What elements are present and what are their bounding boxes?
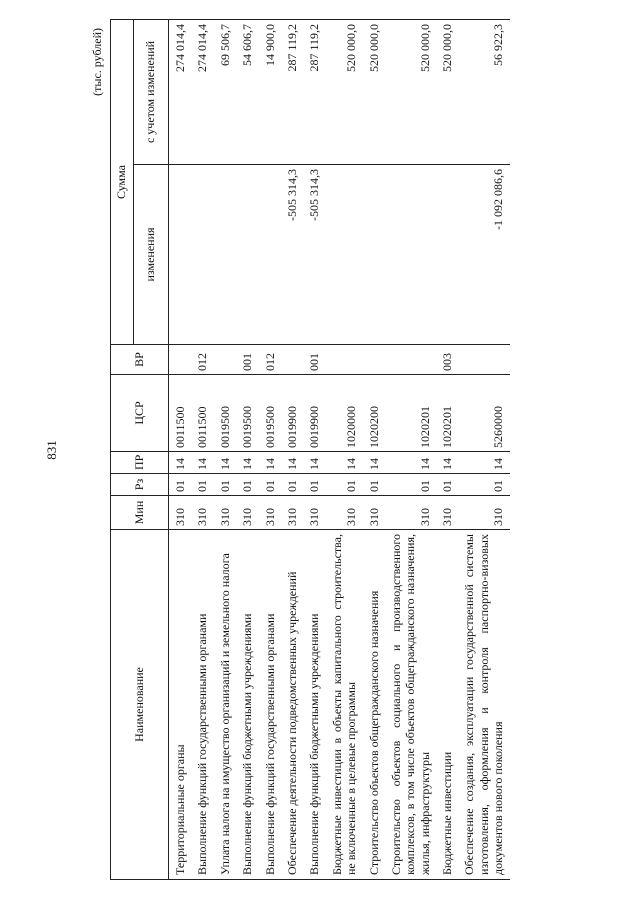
row-min-cell: 310 — [236, 496, 258, 530]
row-total-cell: 520 000,0 — [436, 19, 458, 164]
row-change-cell — [169, 165, 192, 345]
row-rz-cell: 01 — [191, 474, 213, 496]
row-total-cell: 520 000,0 — [326, 19, 363, 164]
table-row — [436, 19, 458, 879]
row-total-cell: 520 000,0 — [363, 19, 385, 164]
row-name-cell: Обеспечение деятельности подведомственных учреждений — [281, 530, 303, 880]
row-name-cell: Выполнение функций бюджетными учреждениями — [236, 530, 258, 880]
header-name: Наименование — [111, 530, 169, 880]
units-note: (тыс. рублей) — [90, 28, 104, 96]
row-change-cell — [191, 165, 213, 345]
row-total-cell: 287 119,2 — [303, 19, 325, 164]
row-change-cell: -1 092 086,6 — [458, 165, 509, 345]
table-row — [191, 19, 213, 879]
header-change: изменения — [134, 165, 169, 345]
row-pr-cell: 14 — [303, 452, 325, 474]
row-rz-cell: 01 — [259, 474, 281, 496]
row-vr-cell — [363, 345, 385, 375]
row-change-cell — [326, 165, 363, 345]
row-rz-cell: 01 — [281, 474, 303, 496]
row-total-cell: 287 119,2 — [281, 19, 303, 164]
row-min-cell: 310 — [214, 496, 236, 530]
row-min-cell: 310 — [326, 496, 363, 530]
row-csr-cell: 1020000 — [326, 375, 363, 452]
row-rz-cell: 01 — [458, 474, 509, 496]
table-row — [236, 19, 258, 879]
row-total-cell: 69 506,7 — [214, 19, 236, 164]
row-csr-cell: 1020201 — [385, 375, 436, 452]
table-row — [326, 19, 363, 879]
row-csr-cell: 1020201 — [436, 375, 458, 452]
header-with-change: с учетом изменений — [134, 19, 169, 164]
row-rz-cell: 01 — [385, 474, 436, 496]
row-pr-cell: 14 — [214, 452, 236, 474]
row-pr-cell: 14 — [385, 452, 436, 474]
row-pr-cell: 14 — [363, 452, 385, 474]
header-rz: Рз — [111, 474, 169, 496]
header-sum: Сумма — [111, 19, 134, 344]
row-vr-cell — [214, 345, 236, 375]
row-change-cell — [385, 165, 436, 345]
row-min-cell: 310 — [303, 496, 325, 530]
row-csr-cell: 0011500 — [191, 375, 213, 452]
row-total-cell: 56 922,3 — [458, 19, 509, 164]
table-row — [385, 19, 436, 879]
row-change-cell — [436, 165, 458, 345]
row-vr-cell: 001 — [236, 345, 258, 375]
row-pr-cell: 14 — [236, 452, 258, 474]
row-change-cell — [236, 165, 258, 345]
row-csr-cell: 0019900 — [303, 375, 325, 452]
row-rz-cell: 01 — [363, 474, 385, 496]
row-csr-cell: 0019500 — [236, 375, 258, 452]
row-name-cell: Строительство объектов социального и производственного комплексов, в том числе объектов общегражданского назначения, жилья, инфраструктуры — [385, 530, 436, 880]
header-vr: ВР — [111, 345, 169, 375]
table-row — [458, 19, 509, 879]
row-pr-cell: 14 — [169, 452, 192, 474]
row-total-cell: 14 900,0 — [259, 19, 281, 164]
row-min-cell: 310 — [458, 496, 509, 530]
row-rz-cell: 01 — [214, 474, 236, 496]
row-total-cell: 274 014,4 — [169, 19, 192, 164]
row-vr-cell: 003 — [436, 345, 458, 375]
budget-table — [110, 19, 510, 880]
row-total-cell: 54 606,7 — [236, 19, 258, 164]
page-number: 831 — [44, 440, 59, 460]
row-csr-cell: 0019500 — [214, 375, 236, 452]
row-min-cell: 310 — [385, 496, 436, 530]
row-csr-cell: 5260000 — [458, 375, 509, 452]
table-row — [259, 19, 281, 879]
row-change-cell: -505 314,3 — [303, 165, 325, 345]
row-min-cell: 310 — [259, 496, 281, 530]
row-csr-cell: 0019900 — [281, 375, 303, 452]
header-min: Мин — [111, 496, 169, 530]
row-change-cell: -505 314,3 — [281, 165, 303, 345]
row-vr-cell — [458, 345, 509, 375]
row-name-cell: Выполнение функций государственными органами — [259, 530, 281, 880]
row-pr-cell: 14 — [458, 452, 509, 474]
row-name-cell: Бюджетные инвестиции в объекты капитального строительства, не включенные в целевые программы — [326, 530, 363, 880]
table-row — [214, 19, 236, 879]
row-vr-cell — [169, 345, 192, 375]
header-pr: ПР — [111, 452, 169, 474]
table-row — [363, 19, 385, 879]
table-body — [169, 19, 510, 879]
row-vr-cell: 012 — [191, 345, 213, 375]
row-min-cell: 310 — [363, 496, 385, 530]
row-vr-cell: 001 — [303, 345, 325, 375]
row-min-cell: 310 — [191, 496, 213, 530]
row-name-cell: Территориальные органы — [169, 530, 192, 880]
row-rz-cell: 01 — [236, 474, 258, 496]
row-pr-cell: 14 — [259, 452, 281, 474]
row-min-cell: 310 — [436, 496, 458, 530]
row-name-cell: Выполнение функций бюджетными учреждениями — [303, 530, 325, 880]
row-change-cell — [363, 165, 385, 345]
row-rz-cell: 01 — [436, 474, 458, 496]
row-min-cell: 310 — [281, 496, 303, 530]
row-change-cell — [214, 165, 236, 345]
document-sheet — [90, 20, 610, 880]
header-csr: ЦСР — [111, 375, 169, 452]
row-pr-cell: 14 — [281, 452, 303, 474]
table-row — [281, 19, 303, 879]
row-rz-cell: 01 — [326, 474, 363, 496]
row-rz-cell: 01 — [169, 474, 192, 496]
row-name-cell: Строительство объектов общегражданского назначения — [363, 530, 385, 880]
row-csr-cell: 1020200 — [363, 375, 385, 452]
row-min-cell: 310 — [169, 496, 192, 530]
table-row — [303, 19, 325, 879]
row-vr-cell — [326, 345, 363, 375]
row-total-cell: 520 000,0 — [385, 19, 436, 164]
row-pr-cell: 14 — [326, 452, 363, 474]
row-change-cell — [259, 165, 281, 345]
row-name-cell: Обеспечение создания, эксплуатации государственной системы изготовления, оформления и контроля паспортно-визовых документов нового поколения — [458, 530, 509, 880]
row-total-cell: 274 014,4 — [191, 19, 213, 164]
row-csr-cell: 0011500 — [169, 375, 192, 452]
row-pr-cell: 14 — [436, 452, 458, 474]
table-row — [169, 19, 192, 879]
row-name-cell: Уплата налога на имущество организаций и земельного налога — [214, 530, 236, 880]
row-vr-cell — [385, 345, 436, 375]
row-pr-cell: 14 — [191, 452, 213, 474]
row-vr-cell — [281, 345, 303, 375]
row-csr-cell: 0019500 — [259, 375, 281, 452]
row-vr-cell: 012 — [259, 345, 281, 375]
row-name-cell: Бюджетные инвестиции — [436, 530, 458, 880]
row-name-cell: Выполнение функций государственными органами — [191, 530, 213, 880]
row-rz-cell: 01 — [303, 474, 325, 496]
